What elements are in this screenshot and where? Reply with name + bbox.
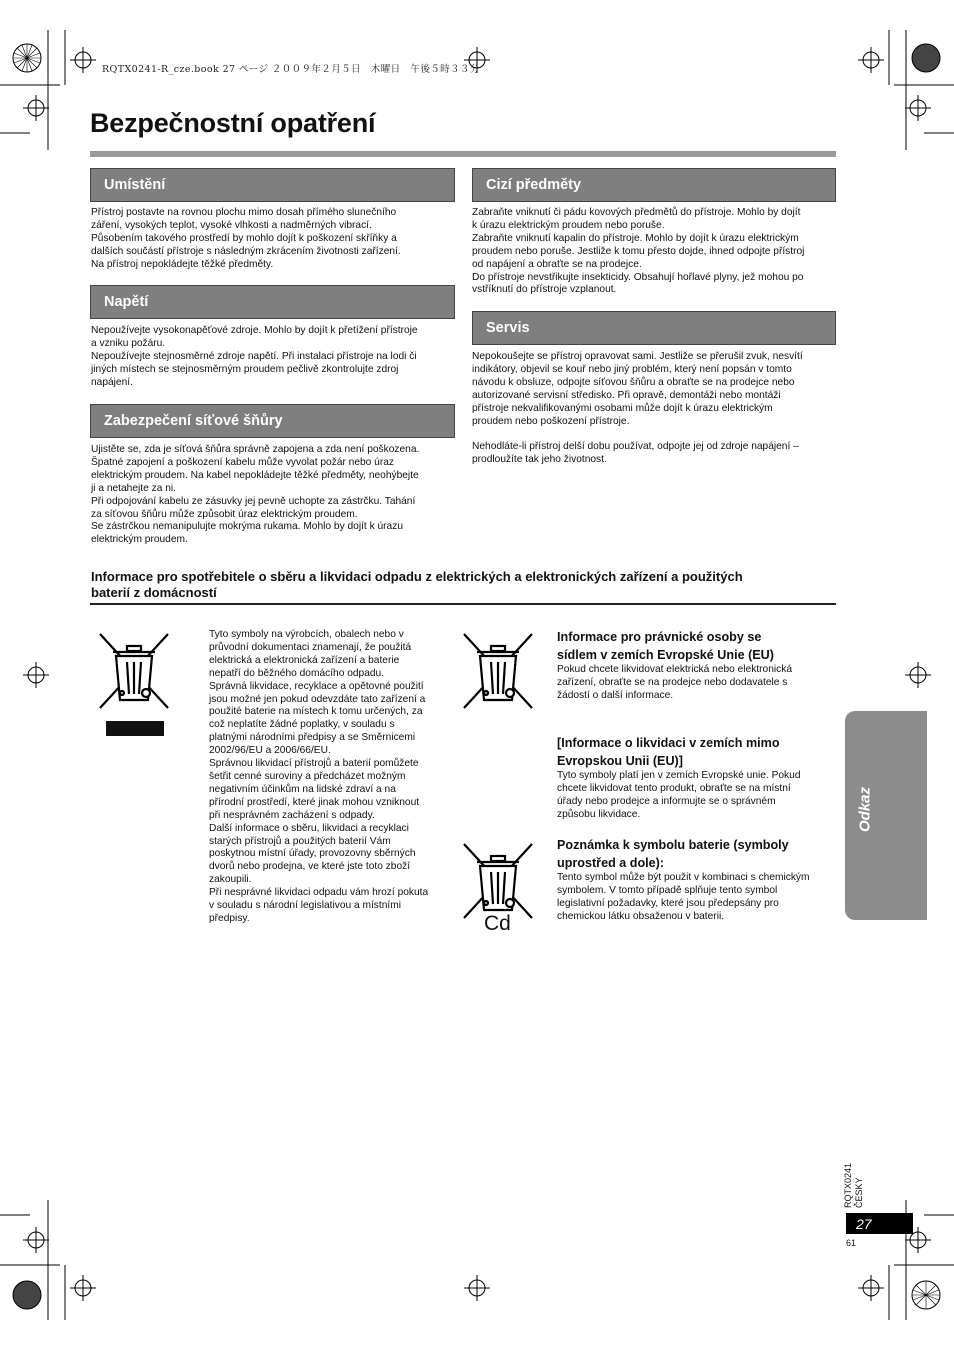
page-title: Bezpečnostní opatření [90,108,376,138]
title-underline [90,151,836,157]
section-text-cizi: Zabraňte vniknutí či pádu kovových předmětů do přístroje. Mohlo by dojít k úrazu elektrickým proudem nebo poruše. Zabraňte vniknutí kapalin do přístroje. Mohlo by dojít k úrazu elektrickým proudem nebo poruše. Jestliže k tomu přesto dojde, ihned odpojte přístroj od napájení a obraťte se na prodejce. Do přístroje nevstřikujte insekticidy. Obsahují hořlavé plyny, jež mohou po vstříknutí do přístroje vzplanout. [472,207,805,296]
legal-entities-title: Informace pro právnické osoby se sídlem v zemích Evropské Unie (EU) [557,630,774,662]
crossed-out-bin-icon [460,632,536,712]
crossed-out-bin-icon [96,632,172,740]
outside-eu-title: [Informace o likvidaci v zemích mimo Evropskou Unii (EU)] [557,736,780,768]
page-number: 27 [846,1213,913,1234]
crossed-out-bin-icon [460,842,536,922]
cadmium-symbol-label: Cd [484,912,511,935]
battery-note-text: Tento symbol může být použit v kombinaci s chemickým symbolem. V tomto případě splňuje tento symbol legislativní požadavky, které jsou předepsány pro chemickou látku obsaženou v baterii. [557,872,810,922]
section-text-umisteni: Přístroj postavte na rovnou plochu mimo dosah přímého slunečního záření, vysokých teplot, vysoké vlhkosti a nadměrných vibrací. Působením takového prostředí by mohlo dojít k poškození skříňky a dalších součástí přístroje s následným zkrácením životnosti zařízení. Na přístroj nepokládejte těžké předměty. [91,207,401,270]
disposal-rule [90,603,836,605]
section-heading-zabezpeceni: Zabezpečení síťové šňůry [90,404,455,438]
side-tab-label: Odkaz [856,787,874,833]
legal-entities-text: Pokud chcete likvidovat elektrická nebo elektronická zařízení, obraťte se na prodejce nebo dodavatele s žádostí o další informace. [557,664,793,701]
section-text-zabezpeceni: Ujistěte se, zda je síťová šňůra správně zapojena a zda není poškozena. Špatné zapojení a poškození kabelu může vyvolat požár nebo úraz elektrickým proudem. Na kabel nepokládejte těžké předměty, neohýbejte ji a netahejte za ni. Při odpojování kabelu ze zásuvky jej pevně uchopte za zástrčku. Tahání za síťovou šňůru může způsobit úraz elektrickým proudem. Se zástrčkou nemanipulujte mokrýma rukama. Mohlo by dojít k úrazu elektrickým proudem. [91,444,420,546]
section-heading-napeti: Napětí [90,285,455,319]
disposal-consumer-text: Tyto symboly na výrobcích, obalech nebo v průvodní dokumentaci znamenají, že použitá elektrická a elektronická zařízení a baterie nepatří do běžného domácího odpadu. Správná likvidace, recyklace a opětovné použití jsou možné jen pokud odevzdáte tato zařízení a použité baterie na místech k tomu určených, za což neplatíte žádné poplatky, v souladu s platnými národními předpisy a se Směrnicemi 2002/96/EU a 2006/66/EU. Správnou likvidací přístrojů a baterií pomůžete šetřit cenné suroviny a předcházet možným negativním účinkům na lidské zdraví a na přírodní prostředí, které jinak mohou vzniknout při nesprávném zacházení s odpady. Další informace o sběru, likvidaci a recyklaci starých přístrojů a použitých baterií Vám poskytnou místní úřady, provozovny sběrných dvorů nebo prodejna, ve které jste toto zboží zakoupili. Při nesprávné likvidaci odpadu vám hrozí pokuta v souladu s národní legislativou a místními předpisy. [209,629,429,924]
side-tab [845,711,927,920]
section-heading-cizi: Cizí předměty [472,168,836,202]
print-info-line: RQTX0241-R_cze.book 27 ページ ２００９年２月５日 木曜日 午後５時３３分 [102,64,480,75]
disposal-title: Informace pro spotřebitele o sběru a likvidaci odpadu z elektrických a elektronických zařízení a použitých baterií z domácností [91,569,743,600]
model-language-label: RQTX0241 ČESKY [843,1162,864,1208]
battery-note-title: Poznámka k symbolu baterie (symboly uprostřed a dole): [557,838,789,870]
section-text-napeti: Nepoužívejte vysokonapěťové zdroje. Mohlo by dojít k přetížení přístroje a vzniku požáru. Nepoužívejte stejnosměrné zdroje napětí. Při instalaci přístroje na lodi či jiných místech se stejnosměrným proudem pečlivě zkontrolujte zdroj napájení. [91,325,418,388]
outside-eu-text: Tyto symboly platí jen v zemích Evropské unie. Pokud chcete likvidovat tento produkt, obraťte se na místní úřady nebo prodejce a informujte se o správném způsobu likvidace. [557,770,801,820]
section-text-servis: Nepokoušejte se přístroj opravovat sami. Jestliže se přerušil zvuk, nesvítí indikátory, objevil se kouř nebo jiný problém, který není popsán v tomto návodu k obsluze, odpojte síťovou šňůru a obraťte se na prodejce nebo autorizované servisní středisko. Při opravě, demontáži nebo montáži přístroje nekvalifikovanými osobami může dojít k úrazu elektrickým proudem nebo poškození přístroje. Nehodláte-li přístroj delší dobu používat, odpojte jej od zdroje napájení – prodloužíte tak jeho životnost. [472,351,803,466]
section-heading-umisteni: Umístění [90,168,455,202]
section-heading-servis: Servis [472,311,836,345]
sheet-number: 61 [846,1238,857,1248]
